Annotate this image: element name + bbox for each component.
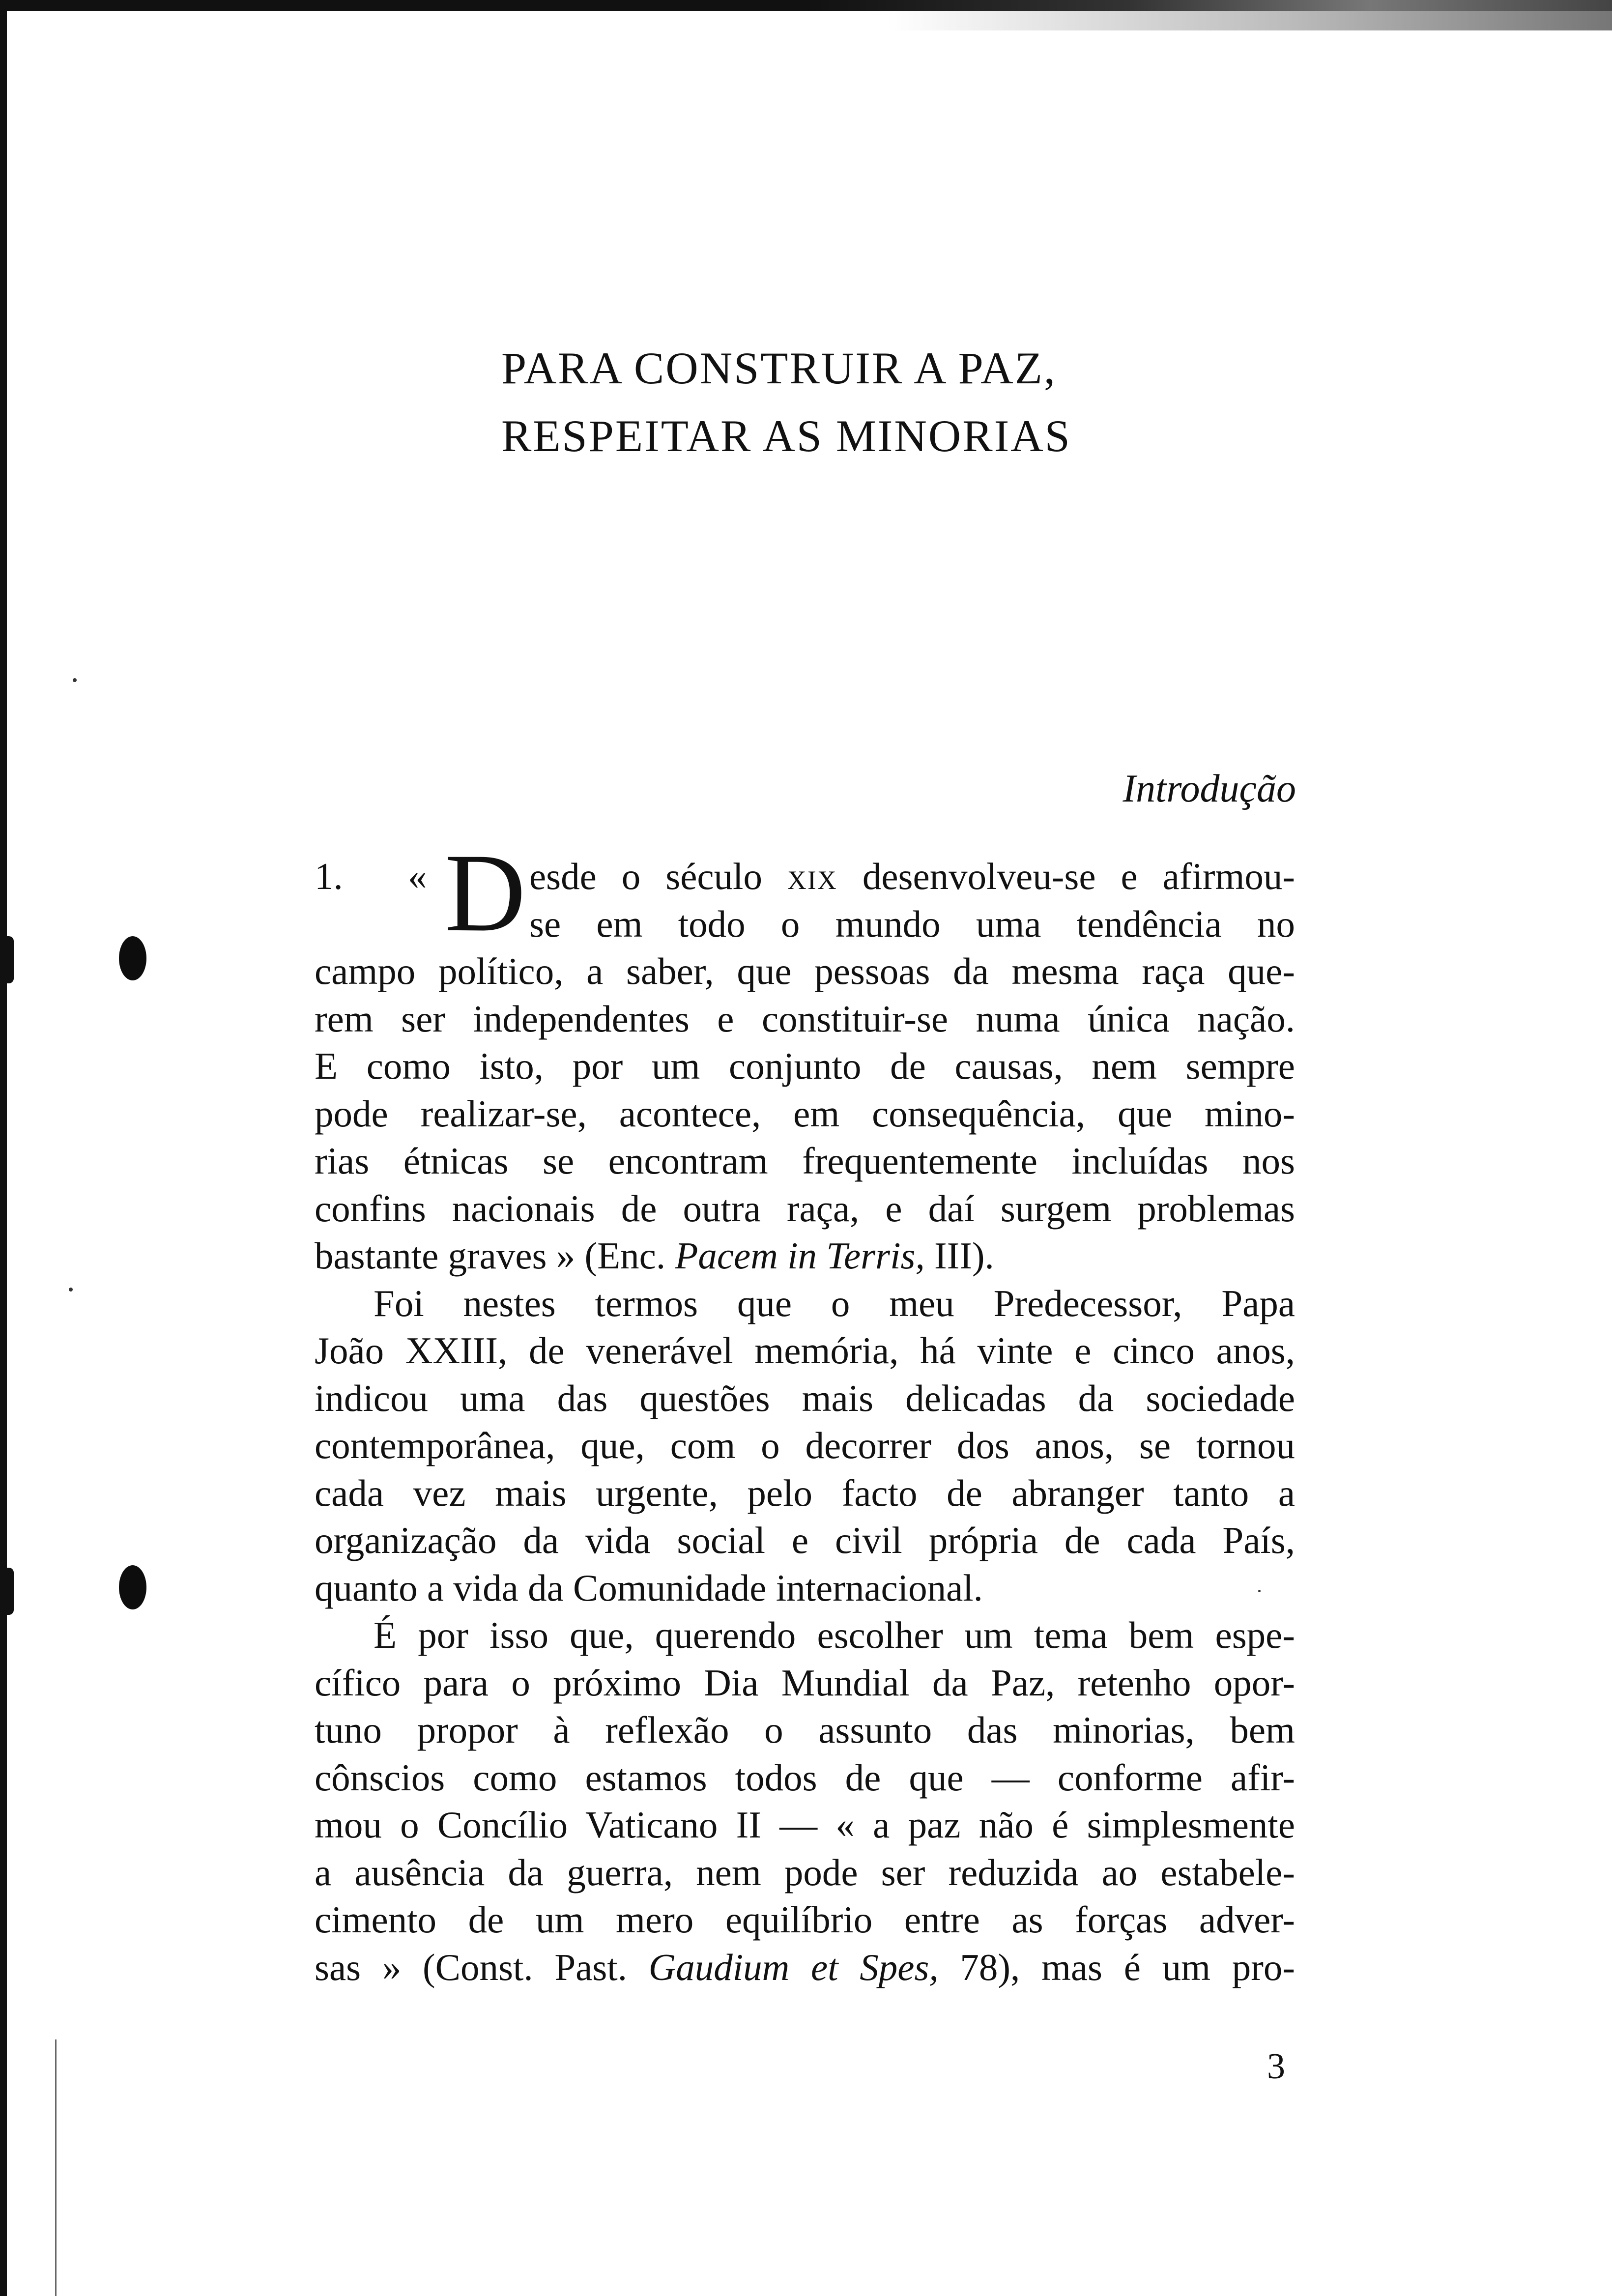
text-line: E como isto, por um conjunto de causas, nem sempre [315,1045,1295,1087]
text-line [315,1944,1295,1991]
text-run: 78), mas é um pro- [938,1946,1295,1988]
text-line: cimento de um mero equilíbrio entre as forças adver- [315,1898,1295,1941]
paragraph-3 [315,1611,1295,1991]
text-line: cífico para o próximo Dia Mundial da Paz, retenho opor- [315,1661,1295,1704]
text-line: tuno propor à reflexão o assunto das minorias, bem [315,1709,1295,1751]
text-line: se em todo o mundo uma tendência no [529,902,1295,945]
text-line: rem ser independentes e constituir-se numa única nação. [315,997,1295,1040]
text-run: desenvolveu-se e afirmou- [837,855,1295,897]
text-line: mou o Concílio Vaticano II — « a paz não é simplesmente [315,1804,1295,1846]
text-line: cada vez mais urgente, pelo facto de abranger tanto a [315,1471,1295,1514]
title-line: PARA CONSTRUIR A PAZ, [501,343,1057,393]
section-heading: Introdução [1123,767,1296,810]
punch-hole [119,936,146,980]
text-line: João XXIII, de venerável memória, há vinte e cinco anos, [315,1329,1295,1372]
drop-cap: D [445,831,526,955]
citation-title: Gaudium et Spes, [648,1946,939,1988]
paragraph-1-opening [315,831,1295,955]
scan-edge-mark [5,1568,14,1615]
paragraph-2 [315,1280,1295,1612]
page-number: 3 [1267,2046,1285,2087]
text-run: III). [924,1234,994,1277]
text-line [315,1232,1295,1280]
text-line: pode realizar-se, acontece, em consequência, que mino- [315,1092,1295,1135]
scan-top-shadow [0,11,1612,30]
text-line: a ausência da guerra, nem pode ser reduzida ao estabele- [315,1851,1295,1894]
text-run: esde o século [529,855,787,897]
text-run: sas » (Const. Past. [315,1946,649,1988]
text-line: contemporânea, que, com o decorrer dos anos, se tornou [315,1424,1295,1466]
scan-margin-line [55,2039,57,2296]
text-line: quanto a vida da Comunidade internacional. [315,1566,983,1609]
body-text [315,831,1295,1991]
text-line [529,853,1295,900]
page-title [501,334,1337,470]
text-line: indicou uma das questões mais delicadas da sociedade [315,1377,1295,1419]
text-line: campo político, a saber, que pessoas da mesma raça que- [315,950,1295,992]
small-caps-run: xix [787,855,837,897]
text-line: Foi nestes termos que o meu Predecessor, Papa [374,1282,1295,1324]
text-line: confins nacionais de outra raça, e daí surgem problemas [315,1187,1295,1230]
text-line: É por isso que, querendo escolher um tema bem espe- [374,1614,1295,1656]
scan-top-edge [0,0,1612,11]
paragraph-1 [315,947,1295,1280]
opening-quote: « [408,855,427,897]
title-line: RESPEITAR AS MINORIAS [501,411,1071,461]
text-line: rias étnicas se encontram frequentemente incluídas nos [315,1140,1295,1182]
text-run: bastante graves » (Enc. [315,1234,675,1277]
text-line: cônscios como estamos todos de que — conforme afir- [315,1756,1295,1799]
citation-title: Pacem in Terris, [675,1234,925,1277]
text-line: organização da vida social e civil própria de cada País, [315,1519,1295,1561]
scan-dust [69,1288,73,1292]
punch-hole [119,1565,146,1609]
scan-left-edge [0,0,7,2296]
scan-edge-mark [5,936,14,983]
paragraph-number: 1. [315,855,343,897]
scan-dust [73,678,77,682]
